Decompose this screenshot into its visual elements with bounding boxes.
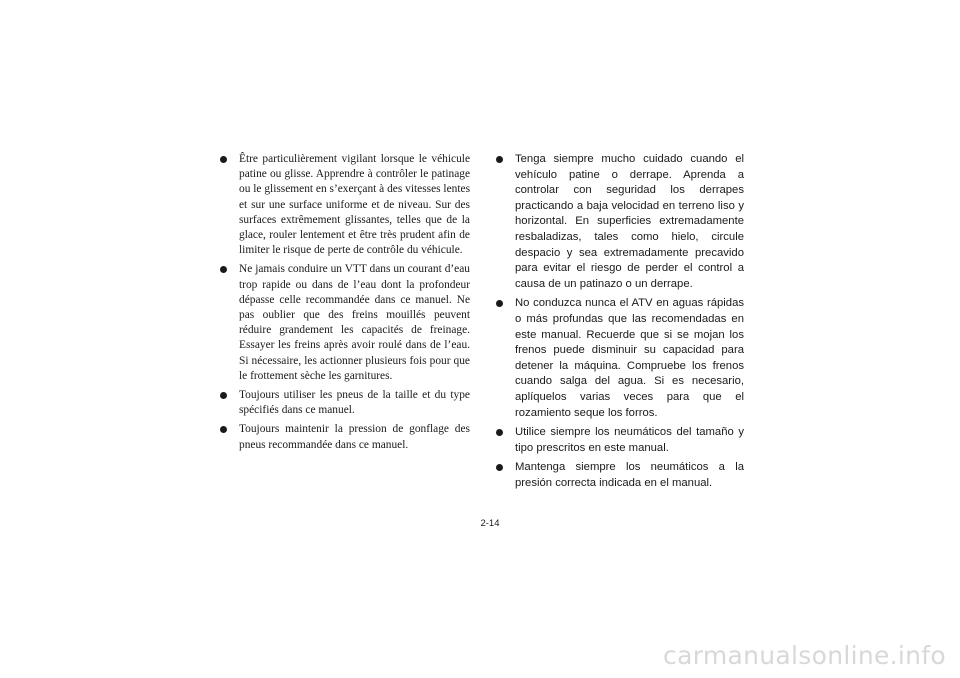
bullet-icon (220, 266, 227, 273)
list-item-text: Toujours utiliser les pneus de la taille et du type spécifiés dans ce manuel. (239, 389, 470, 417)
bullet-icon (220, 156, 227, 163)
list-item-text: Utilice siempre los neumáticos del tamaño y tipo prescritos en este manual. (515, 426, 744, 454)
list-item-text: Mantenga siempre los neumáticos a la presión correcta indicada en el manual. (515, 461, 744, 489)
bullet-icon (496, 464, 503, 471)
list-item-text: Ne jamais conduire un VTT dans un courant d’eau trop rapide ou dans de l’eau dont la profondeur dépasse celle recommandée dans ce manuel. Ne pas oublier que des freins mouillés peuvent réduire grandement les capacités de freinage. Essayer les freins après avoir roulé dans de l’eau. Si nécessaire, les actionner plusieurs fois pour que le frottement sèche les garnitures. (239, 263, 470, 382)
page-number: 2-14 (480, 518, 500, 529)
list-item (218, 262, 470, 384)
list-item (218, 152, 470, 258)
list-item (494, 296, 744, 421)
bullet-icon (496, 429, 503, 436)
list-item-text: Être particulièrement vigilant lorsque le véhicule patine ou glisse. Apprendre à contrôler le patinage ou le glissement en s’exerçant à des vitesses lentes et sur une surface uniforme et de niveau. Sur des surfaces extrêmement glissantes, telles que de la glace, rouler lentement et être très prudent afin de limiter le risque de perte de contrôle du véhicule. (239, 153, 470, 257)
french-column (218, 152, 470, 457)
watermark: carmanualsonline.info (663, 641, 946, 670)
list-item-text: Toujours maintenir la pression de gonflage des pneus recommandée dans ce manuel. (239, 423, 470, 451)
bullet-icon (496, 156, 503, 163)
spanish-column (494, 152, 744, 495)
bullet-icon (496, 300, 503, 307)
list-item-text: No conduzca nunca el ATV en aguas rápidas o más profundas que las recomendadas en este manual. Recuerde que si se mojan los frenos puede disminuir su capacidad para detener la máquina. Compruebe los frenos cuando salga del agua. Si es necesario, aplíquelos varias veces para que el rozamiento seque los forros. (515, 297, 744, 419)
list-item (494, 460, 744, 491)
bullet-icon (220, 426, 227, 433)
bullet-icon (220, 392, 227, 399)
list-item (218, 388, 470, 418)
list-item (494, 152, 744, 292)
list-item-text: Tenga siempre mucho cuidado cuando el vehículo patine o derrape. Aprenda a controlar con seguridad los derrapes practicando a baja velocidad en terreno liso y horizontal. En superficies extremadamente resbaladizas, tales como hielo, circule despacio y sea extremadamente precavido para evitar el riesgo de perder el control a causa de un patinazo o un derrape. (515, 153, 744, 290)
list-item (218, 422, 470, 452)
list-item (494, 425, 744, 456)
